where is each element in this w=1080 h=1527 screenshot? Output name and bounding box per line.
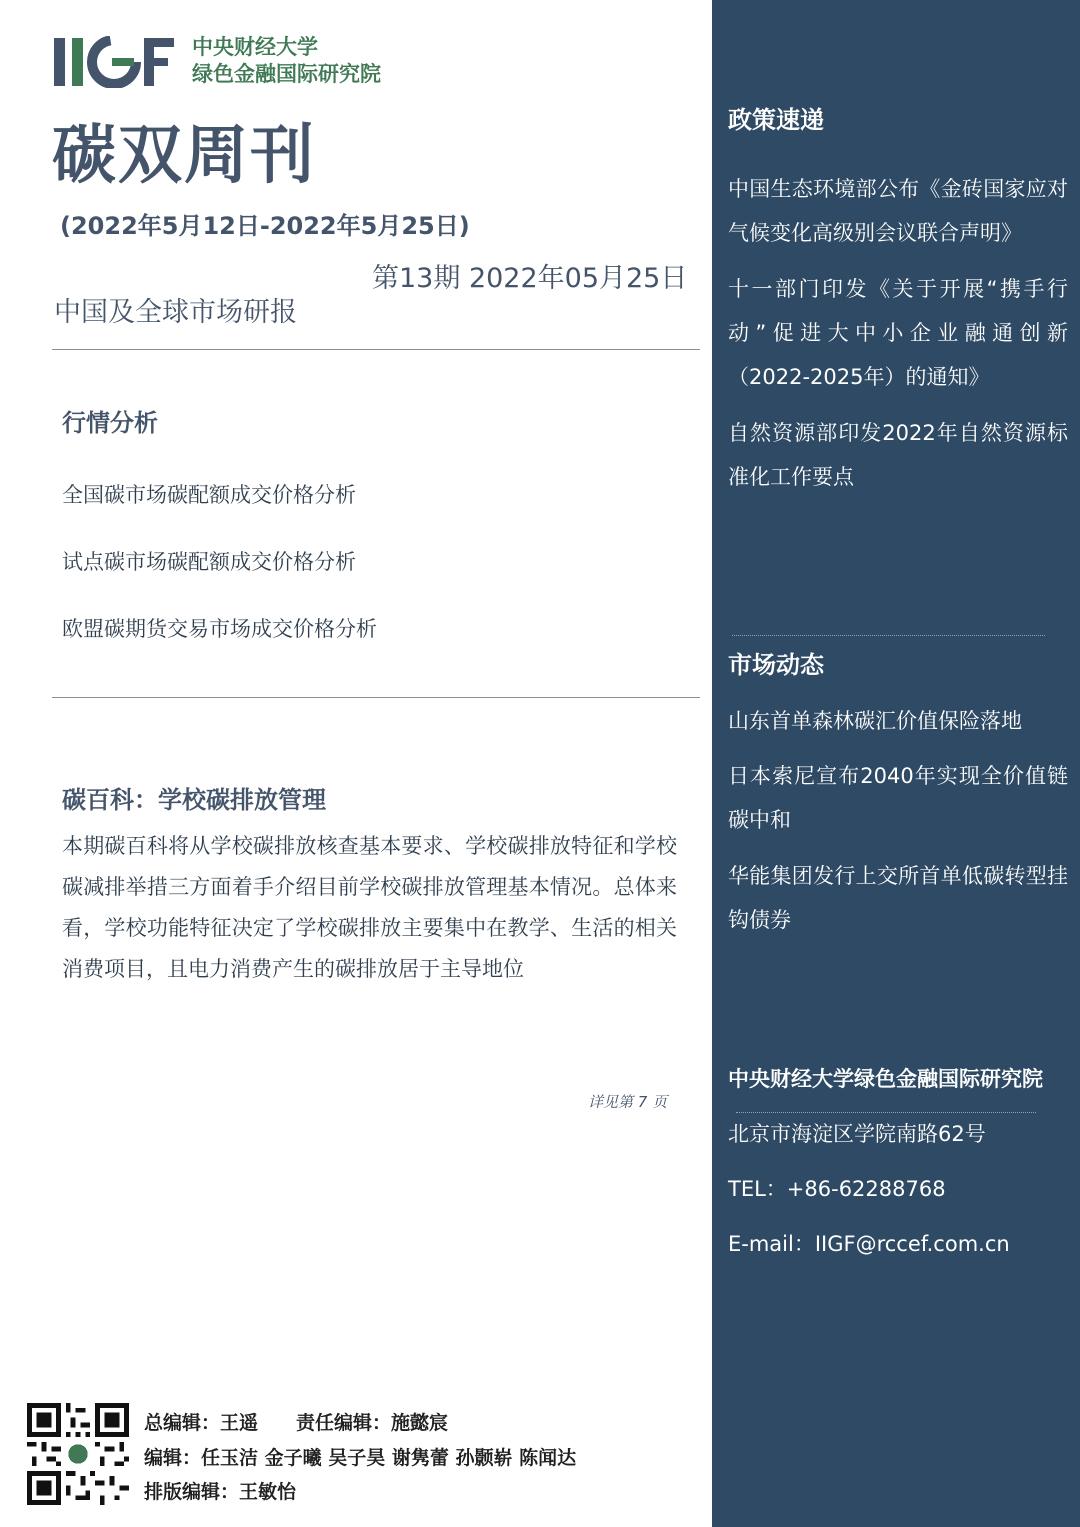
market-dynamics-item[interactable]: 山东首单森林碳汇价值保险落地	[728, 709, 1022, 733]
editor-credits: 编辑：任玉洁 金子曦 吴子昊 谢隽蕾 孙颢崭 陈闻达	[144, 1447, 577, 1469]
encyclopedia-heading: 碳百科：学校碳排放管理	[62, 786, 326, 814]
market-dynamics-item[interactable]: 华能集团发行上交所首单低碳转型挂钩债券	[728, 864, 1068, 932]
telephone: TEL：+86-62288768	[728, 1177, 946, 1201]
issue-number-date: 第13期 2022年05月25日	[372, 263, 688, 294]
market-analysis-item[interactable]: 欧盟碳期货交易市场成交价格分析	[62, 617, 377, 641]
email-address[interactable]: E-mail：IIGF@rccef.com.cn	[728, 1232, 1010, 1256]
sidebar-divider	[736, 1112, 1036, 1113]
policy-item[interactable]: 十一部门印发《关于开展“携手行动”促进大中小企业融通创新（2022-2025年）的通知》	[728, 277, 1068, 389]
address: 北京市海淀区学院南路62号	[728, 1122, 986, 1146]
market-analysis-item[interactable]: 全国碳市场碳配额成交价格分析	[62, 483, 356, 507]
market-analysis-heading: 行情分析	[62, 409, 158, 437]
institute-name: 中央财经大学绿色金融国际研究院	[728, 1067, 1043, 1091]
divider	[52, 349, 700, 350]
policy-heading: 政策速递	[728, 106, 824, 134]
market-dynamics-heading: 市场动态	[728, 651, 824, 679]
policy-item[interactable]: 自然资源部印发2022年自然资源标准化工作要点	[728, 421, 1068, 489]
publication-subtitle: 中国及全球市场研报	[54, 297, 297, 328]
policy-item[interactable]: 中国生态环境部公布《金砖国家应对气候变化高级别会议联合声明》	[728, 177, 1068, 245]
logo-institute-name	[192, 34, 381, 88]
logo-line-2: 绿色金融国际研究院	[192, 62, 381, 86]
qr-code	[27, 1403, 129, 1505]
sidebar-panel	[712, 0, 1080, 1527]
date-range: (2022年5月12日-2022年5月25日)	[60, 212, 470, 240]
divider	[52, 697, 700, 698]
market-analysis-item[interactable]: 试点碳市场碳配额成交价格分析	[62, 550, 356, 574]
logo-line-1: 中央财经大学	[192, 35, 318, 59]
see-page-link[interactable]: 详见第 7 页	[588, 1093, 668, 1111]
market-dynamics-item[interactable]: 日本索尼宣布2040年实现全价值链碳中和	[728, 764, 1068, 832]
iigf-logo-mark	[52, 36, 177, 88]
publication-title: 碳双周刊	[52, 119, 316, 193]
editor-credits: 总编辑：王遥 责任编辑：施懿宸	[144, 1412, 449, 1434]
sidebar-divider	[732, 635, 1045, 636]
editor-credits: 排版编辑：王敏怡	[144, 1481, 297, 1503]
encyclopedia-summary: 本期碳百科将从学校碳排放核查基本要求、学校碳排放特征和学校碳减排举措三方面着手介绍目前学校碳排放管理基本情况。总体来看，学校功能特征决定了学校碳排放主要集中在教学、生活的相关消费项目，且电力消费产生的碳排放居于主导地位	[62, 834, 677, 981]
